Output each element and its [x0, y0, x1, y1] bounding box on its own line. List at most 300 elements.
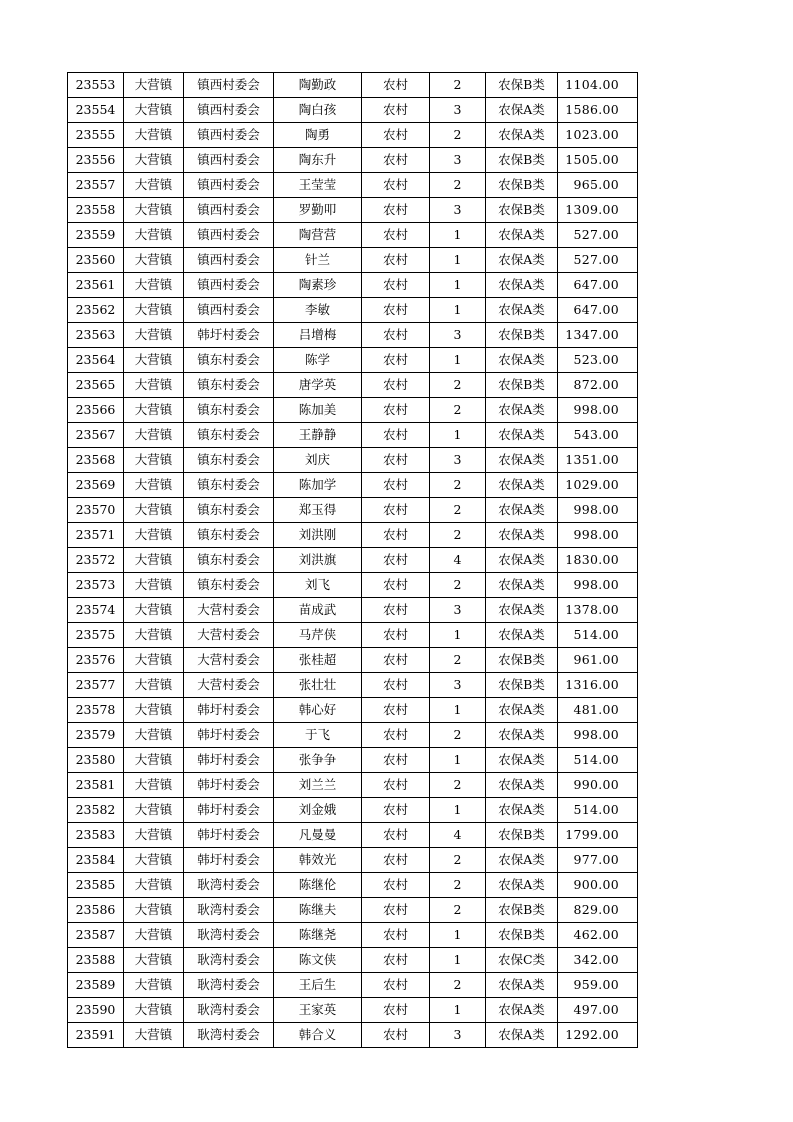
residence-type-cell: 农村 [362, 973, 430, 998]
village-committee-cell: 韩圩村委会 [184, 698, 274, 723]
name-cell: 陶素珍 [274, 273, 362, 298]
insurance-category-cell: 农保A类 [486, 1023, 558, 1048]
amount-cell: 1351.00 [558, 448, 638, 473]
residence-type-cell: 农村 [362, 948, 430, 973]
insurance-category-cell: 农保A类 [486, 448, 558, 473]
household-size-cell: 2 [430, 573, 486, 598]
name-cell: 陶营营 [274, 223, 362, 248]
household-size-cell: 2 [430, 773, 486, 798]
table-row [68, 823, 638, 848]
village-committee-cell: 耿湾村委会 [184, 998, 274, 1023]
table-row [68, 198, 638, 223]
record-id-cell: 23578 [68, 698, 124, 723]
name-cell: 张桂超 [274, 648, 362, 673]
village-committee-cell: 耿湾村委会 [184, 973, 274, 998]
residence-type-cell: 农村 [362, 698, 430, 723]
town-cell: 大营镇 [124, 923, 184, 948]
record-id-cell: 23573 [68, 573, 124, 598]
table-row [68, 873, 638, 898]
record-id-cell: 23579 [68, 723, 124, 748]
amount-cell: 1316.00 [558, 673, 638, 698]
residence-type-cell: 农村 [362, 398, 430, 423]
insurance-category-cell: 农保A类 [486, 573, 558, 598]
amount-cell: 998.00 [558, 523, 638, 548]
name-cell: 郑玉得 [274, 498, 362, 523]
town-cell: 大营镇 [124, 873, 184, 898]
table-row [68, 448, 638, 473]
residence-type-cell: 农村 [362, 798, 430, 823]
town-cell: 大营镇 [124, 823, 184, 848]
name-cell: 刘飞 [274, 573, 362, 598]
insurance-category-cell: 农保A类 [486, 598, 558, 623]
residence-type-cell: 农村 [362, 1023, 430, 1048]
record-id-cell: 23585 [68, 873, 124, 898]
village-committee-cell: 大营村委会 [184, 648, 274, 673]
name-cell: 陶勤政 [274, 73, 362, 98]
insurance-category-cell: 农保A类 [486, 523, 558, 548]
insurance-category-cell: 农保A类 [486, 773, 558, 798]
amount-cell: 998.00 [558, 573, 638, 598]
name-cell: 针兰 [274, 248, 362, 273]
residence-type-cell: 农村 [362, 373, 430, 398]
household-size-cell: 1 [430, 623, 486, 648]
name-cell: 陶东升 [274, 148, 362, 173]
name-cell: 韩效光 [274, 848, 362, 873]
record-id-cell: 23561 [68, 273, 124, 298]
record-id-cell: 23575 [68, 623, 124, 648]
insurance-category-cell: 农保A类 [486, 798, 558, 823]
residence-type-cell: 农村 [362, 998, 430, 1023]
household-size-cell: 2 [430, 473, 486, 498]
village-committee-cell: 耿湾村委会 [184, 898, 274, 923]
amount-cell: 647.00 [558, 273, 638, 298]
table-row [68, 523, 638, 548]
town-cell: 大营镇 [124, 123, 184, 148]
insurance-category-cell: 农保A类 [486, 223, 558, 248]
name-cell: 王家英 [274, 998, 362, 1023]
insurance-category-cell: 农保B类 [486, 648, 558, 673]
village-committee-cell: 镇西村委会 [184, 148, 274, 173]
name-cell: 陶白孩 [274, 98, 362, 123]
residence-type-cell: 农村 [362, 823, 430, 848]
village-committee-cell: 韩圩村委会 [184, 798, 274, 823]
village-committee-cell: 韩圩村委会 [184, 323, 274, 348]
household-size-cell: 3 [430, 1023, 486, 1048]
insurance-category-cell: 农保B类 [486, 323, 558, 348]
name-cell: 罗勤叩 [274, 198, 362, 223]
record-id-cell: 23571 [68, 523, 124, 548]
name-cell: 张争争 [274, 748, 362, 773]
household-size-cell: 3 [430, 148, 486, 173]
residence-type-cell: 农村 [362, 623, 430, 648]
record-id-cell: 23580 [68, 748, 124, 773]
table-row [68, 348, 638, 373]
village-committee-cell: 镇东村委会 [184, 398, 274, 423]
town-cell: 大营镇 [124, 73, 184, 98]
table-row [68, 323, 638, 348]
residence-type-cell: 农村 [362, 448, 430, 473]
record-id-cell: 23560 [68, 248, 124, 273]
insurance-category-cell: 农保A类 [486, 298, 558, 323]
name-cell: 于飞 [274, 723, 362, 748]
insurance-category-cell: 农保B类 [486, 823, 558, 848]
table-row [68, 848, 638, 873]
residence-type-cell: 农村 [362, 848, 430, 873]
town-cell: 大营镇 [124, 523, 184, 548]
record-id-cell: 23584 [68, 848, 124, 873]
town-cell: 大营镇 [124, 723, 184, 748]
name-cell: 刘兰兰 [274, 773, 362, 798]
household-size-cell: 2 [430, 648, 486, 673]
name-cell: 刘洪旗 [274, 548, 362, 573]
household-size-cell: 1 [430, 698, 486, 723]
record-id-cell: 23577 [68, 673, 124, 698]
record-id-cell: 23583 [68, 823, 124, 848]
town-cell: 大营镇 [124, 598, 184, 623]
residence-type-cell: 农村 [362, 198, 430, 223]
amount-cell: 1378.00 [558, 598, 638, 623]
record-id-cell: 23576 [68, 648, 124, 673]
village-committee-cell: 韩圩村委会 [184, 748, 274, 773]
household-size-cell: 2 [430, 523, 486, 548]
table-row [68, 148, 638, 173]
residence-type-cell: 农村 [362, 573, 430, 598]
household-size-cell: 3 [430, 198, 486, 223]
household-size-cell: 2 [430, 398, 486, 423]
table-row [68, 948, 638, 973]
record-id-cell: 23570 [68, 498, 124, 523]
insurance-category-cell: 农保A类 [486, 973, 558, 998]
table-row [68, 548, 638, 573]
village-committee-cell: 镇东村委会 [184, 523, 274, 548]
name-cell: 陈继伦 [274, 873, 362, 898]
village-committee-cell: 镇东村委会 [184, 473, 274, 498]
name-cell: 陶勇 [274, 123, 362, 148]
amount-cell: 462.00 [558, 923, 638, 948]
record-id-cell: 23566 [68, 398, 124, 423]
record-id-cell: 23553 [68, 73, 124, 98]
insurance-category-cell: 农保B类 [486, 923, 558, 948]
record-id-cell: 23591 [68, 1023, 124, 1048]
amount-cell: 1586.00 [558, 98, 638, 123]
record-id-cell: 23586 [68, 898, 124, 923]
amount-cell: 977.00 [558, 848, 638, 873]
name-cell: 王静静 [274, 423, 362, 448]
household-size-cell: 2 [430, 848, 486, 873]
table-row [68, 998, 638, 1023]
amount-cell: 900.00 [558, 873, 638, 898]
record-id-cell: 23555 [68, 123, 124, 148]
residence-type-cell: 农村 [362, 348, 430, 373]
amount-cell: 527.00 [558, 248, 638, 273]
residence-type-cell: 农村 [362, 223, 430, 248]
residence-type-cell: 农村 [362, 648, 430, 673]
residence-type-cell: 农村 [362, 173, 430, 198]
record-id-cell: 23556 [68, 148, 124, 173]
residence-type-cell: 农村 [362, 773, 430, 798]
name-cell: 刘洪刚 [274, 523, 362, 548]
amount-cell: 523.00 [558, 348, 638, 373]
insurance-category-cell: 农保B类 [486, 673, 558, 698]
household-size-cell: 1 [430, 273, 486, 298]
amount-cell: 514.00 [558, 798, 638, 823]
name-cell: 韩合义 [274, 1023, 362, 1048]
amount-cell: 998.00 [558, 723, 638, 748]
table-row [68, 748, 638, 773]
household-size-cell: 4 [430, 548, 486, 573]
town-cell: 大营镇 [124, 898, 184, 923]
insurance-category-cell: 农保A类 [486, 723, 558, 748]
amount-cell: 543.00 [558, 423, 638, 448]
village-committee-cell: 韩圩村委会 [184, 723, 274, 748]
village-committee-cell: 耿湾村委会 [184, 1023, 274, 1048]
table-row [68, 473, 638, 498]
table-row [68, 898, 638, 923]
amount-cell: 1104.00 [558, 73, 638, 98]
town-cell: 大营镇 [124, 348, 184, 373]
amount-cell: 514.00 [558, 748, 638, 773]
household-size-cell: 1 [430, 948, 486, 973]
name-cell: 李敏 [274, 298, 362, 323]
town-cell: 大营镇 [124, 448, 184, 473]
name-cell: 韩心好 [274, 698, 362, 723]
residence-type-cell: 农村 [362, 423, 430, 448]
town-cell: 大营镇 [124, 948, 184, 973]
village-committee-cell: 镇东村委会 [184, 498, 274, 523]
household-size-cell: 3 [430, 673, 486, 698]
insurance-category-cell: 农保A类 [486, 123, 558, 148]
amount-cell: 514.00 [558, 623, 638, 648]
insurance-category-cell: 农保A类 [486, 998, 558, 1023]
household-size-cell: 1 [430, 348, 486, 373]
town-cell: 大营镇 [124, 98, 184, 123]
residence-type-cell: 农村 [362, 748, 430, 773]
records-table [67, 72, 638, 1048]
table-row [68, 973, 638, 998]
town-cell: 大营镇 [124, 1023, 184, 1048]
name-cell: 张壮壮 [274, 673, 362, 698]
village-committee-cell: 镇东村委会 [184, 423, 274, 448]
insurance-category-cell: 农保B类 [486, 198, 558, 223]
household-size-cell: 2 [430, 873, 486, 898]
household-size-cell: 2 [430, 123, 486, 148]
residence-type-cell: 农村 [362, 123, 430, 148]
record-id-cell: 23567 [68, 423, 124, 448]
insurance-category-cell: 农保A类 [486, 398, 558, 423]
household-size-cell: 1 [430, 223, 486, 248]
table-row [68, 798, 638, 823]
name-cell: 陈学 [274, 348, 362, 373]
amount-cell: 481.00 [558, 698, 638, 723]
record-id-cell: 23574 [68, 598, 124, 623]
table-row [68, 373, 638, 398]
amount-cell: 1799.00 [558, 823, 638, 848]
insurance-category-cell: 农保B类 [486, 173, 558, 198]
village-committee-cell: 镇西村委会 [184, 73, 274, 98]
village-committee-cell: 镇东村委会 [184, 548, 274, 573]
insurance-category-cell: 农保A类 [486, 748, 558, 773]
residence-type-cell: 农村 [362, 673, 430, 698]
amount-cell: 1023.00 [558, 123, 638, 148]
household-size-cell: 2 [430, 723, 486, 748]
village-committee-cell: 韩圩村委会 [184, 848, 274, 873]
amount-cell: 1347.00 [558, 323, 638, 348]
amount-cell: 1309.00 [558, 198, 638, 223]
village-committee-cell: 镇西村委会 [184, 173, 274, 198]
residence-type-cell: 农村 [362, 98, 430, 123]
village-committee-cell: 韩圩村委会 [184, 823, 274, 848]
town-cell: 大营镇 [124, 998, 184, 1023]
amount-cell: 1505.00 [558, 148, 638, 173]
insurance-category-cell: 农保A类 [486, 873, 558, 898]
name-cell: 陈文侠 [274, 948, 362, 973]
town-cell: 大营镇 [124, 248, 184, 273]
town-cell: 大营镇 [124, 473, 184, 498]
table-row [68, 498, 638, 523]
insurance-category-cell: 农保A类 [486, 698, 558, 723]
table-row [68, 273, 638, 298]
town-cell: 大营镇 [124, 973, 184, 998]
village-committee-cell: 耿湾村委会 [184, 923, 274, 948]
insurance-category-cell: 农保A类 [486, 548, 558, 573]
table-row [68, 223, 638, 248]
town-cell: 大营镇 [124, 648, 184, 673]
household-size-cell: 3 [430, 98, 486, 123]
name-cell: 刘金娥 [274, 798, 362, 823]
table-row [68, 73, 638, 98]
name-cell: 陈加美 [274, 398, 362, 423]
household-size-cell: 1 [430, 748, 486, 773]
table-row [68, 673, 638, 698]
village-committee-cell: 镇东村委会 [184, 348, 274, 373]
record-id-cell: 23582 [68, 798, 124, 823]
village-committee-cell: 镇东村委会 [184, 448, 274, 473]
name-cell: 马芹侠 [274, 623, 362, 648]
household-size-cell: 1 [430, 298, 486, 323]
amount-cell: 829.00 [558, 898, 638, 923]
town-cell: 大营镇 [124, 148, 184, 173]
table-row [68, 123, 638, 148]
village-committee-cell: 大营村委会 [184, 623, 274, 648]
village-committee-cell: 镇东村委会 [184, 573, 274, 598]
village-committee-cell: 大营村委会 [184, 598, 274, 623]
amount-cell: 527.00 [558, 223, 638, 248]
insurance-category-cell: 农保A类 [486, 348, 558, 373]
table-row [68, 248, 638, 273]
name-cell: 陈继夫 [274, 898, 362, 923]
table-row [68, 773, 638, 798]
household-size-cell: 1 [430, 248, 486, 273]
household-size-cell: 1 [430, 798, 486, 823]
insurance-category-cell: 农保A类 [486, 98, 558, 123]
village-committee-cell: 耿湾村委会 [184, 873, 274, 898]
insurance-category-cell: 农保A类 [486, 473, 558, 498]
residence-type-cell: 农村 [362, 923, 430, 948]
town-cell: 大营镇 [124, 673, 184, 698]
insurance-category-cell: 农保A类 [486, 498, 558, 523]
record-id-cell: 23563 [68, 323, 124, 348]
household-size-cell: 1 [430, 923, 486, 948]
table-row [68, 598, 638, 623]
village-committee-cell: 镇西村委会 [184, 248, 274, 273]
town-cell: 大营镇 [124, 373, 184, 398]
name-cell: 吕增梅 [274, 323, 362, 348]
record-id-cell: 23590 [68, 998, 124, 1023]
village-committee-cell: 镇西村委会 [184, 123, 274, 148]
table-row [68, 1023, 638, 1048]
residence-type-cell: 农村 [362, 73, 430, 98]
name-cell: 王莹莹 [274, 173, 362, 198]
village-committee-cell: 镇西村委会 [184, 298, 274, 323]
record-id-cell: 23572 [68, 548, 124, 573]
residence-type-cell: 农村 [362, 298, 430, 323]
amount-cell: 998.00 [558, 498, 638, 523]
household-size-cell: 1 [430, 423, 486, 448]
village-committee-cell: 镇西村委会 [184, 198, 274, 223]
village-committee-cell: 镇东村委会 [184, 373, 274, 398]
name-cell: 王后生 [274, 973, 362, 998]
residence-type-cell: 农村 [362, 598, 430, 623]
town-cell: 大营镇 [124, 498, 184, 523]
household-size-cell: 2 [430, 498, 486, 523]
household-size-cell: 2 [430, 73, 486, 98]
name-cell: 唐学英 [274, 373, 362, 398]
village-committee-cell: 镇西村委会 [184, 273, 274, 298]
village-committee-cell: 韩圩村委会 [184, 773, 274, 798]
household-size-cell: 2 [430, 973, 486, 998]
amount-cell: 965.00 [558, 173, 638, 198]
table-row [68, 923, 638, 948]
town-cell: 大营镇 [124, 748, 184, 773]
record-id-cell: 23569 [68, 473, 124, 498]
amount-cell: 1830.00 [558, 548, 638, 573]
town-cell: 大营镇 [124, 773, 184, 798]
town-cell: 大营镇 [124, 623, 184, 648]
village-committee-cell: 镇西村委会 [184, 223, 274, 248]
amount-cell: 1029.00 [558, 473, 638, 498]
household-size-cell: 4 [430, 823, 486, 848]
amount-cell: 497.00 [558, 998, 638, 1023]
table-row [68, 298, 638, 323]
record-id-cell: 23559 [68, 223, 124, 248]
town-cell: 大营镇 [124, 173, 184, 198]
insurance-category-cell: 农保B类 [486, 373, 558, 398]
amount-cell: 959.00 [558, 973, 638, 998]
household-size-cell: 2 [430, 898, 486, 923]
record-id-cell: 23557 [68, 173, 124, 198]
town-cell: 大营镇 [124, 798, 184, 823]
household-size-cell: 2 [430, 173, 486, 198]
name-cell: 凡曼曼 [274, 823, 362, 848]
record-id-cell: 23589 [68, 973, 124, 998]
village-committee-cell: 镇西村委会 [184, 98, 274, 123]
insurance-category-cell: 农保A类 [486, 623, 558, 648]
amount-cell: 342.00 [558, 948, 638, 973]
residence-type-cell: 农村 [362, 148, 430, 173]
record-id-cell: 23558 [68, 198, 124, 223]
amount-cell: 647.00 [558, 298, 638, 323]
town-cell: 大营镇 [124, 698, 184, 723]
record-id-cell: 23565 [68, 373, 124, 398]
household-size-cell: 3 [430, 323, 486, 348]
residence-type-cell: 农村 [362, 873, 430, 898]
table-row [68, 573, 638, 598]
residence-type-cell: 农村 [362, 498, 430, 523]
residence-type-cell: 农村 [362, 323, 430, 348]
record-id-cell: 23581 [68, 773, 124, 798]
name-cell: 苗成武 [274, 598, 362, 623]
household-size-cell: 3 [430, 598, 486, 623]
